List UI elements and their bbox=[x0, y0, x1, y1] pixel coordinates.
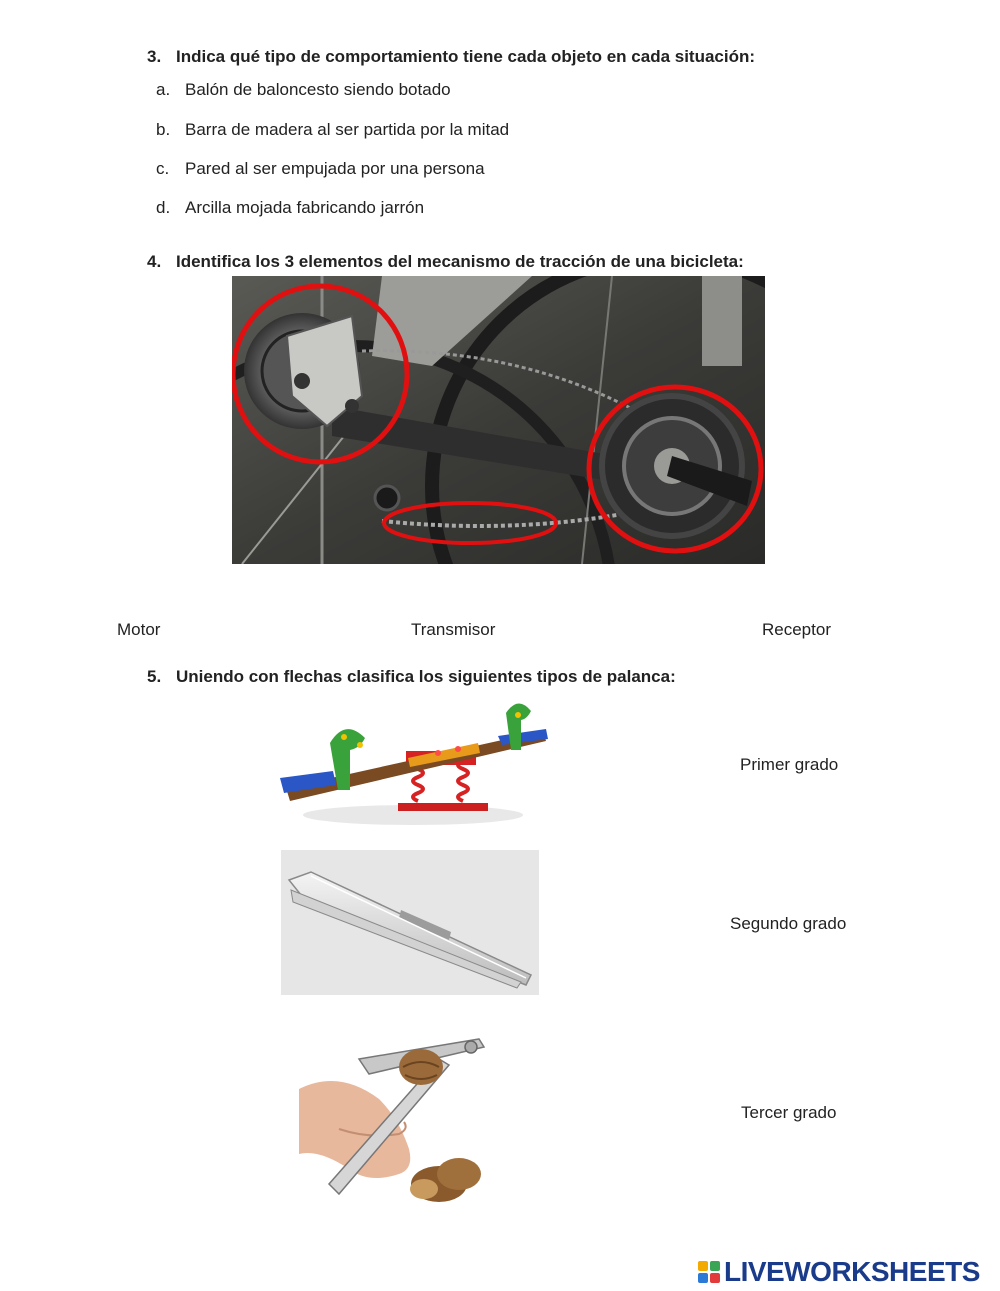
seesaw-illustration bbox=[278, 703, 548, 828]
question-4-title bbox=[147, 252, 744, 272]
question-number: 4. bbox=[147, 252, 162, 271]
q3-item-d bbox=[156, 198, 424, 218]
label-segundo-grado[interactable]: Segundo grado bbox=[730, 914, 847, 933]
item-text: Barra de madera al ser partida por la mitad bbox=[185, 120, 510, 139]
item-letter: c. bbox=[156, 159, 170, 178]
label-tercer-grado[interactable]: Tercer grado bbox=[741, 1103, 837, 1122]
bicycle-drivetrain-illustration bbox=[232, 276, 765, 564]
q3-item-b bbox=[156, 120, 509, 140]
item-letter: a. bbox=[156, 80, 171, 99]
label-primer-grado[interactable]: Primer grado bbox=[740, 755, 839, 774]
logo-text: LIVEWORKSHEETS bbox=[724, 1256, 980, 1287]
item-text: Balón de baloncesto siendo botado bbox=[185, 80, 451, 99]
tweezers-image[interactable] bbox=[281, 850, 539, 995]
item-letter: d. bbox=[156, 198, 171, 217]
question-number: 5. bbox=[147, 667, 162, 686]
label-motor[interactable]: Motor bbox=[117, 620, 161, 639]
question-number: 3. bbox=[147, 47, 162, 66]
label-receptor[interactable]: Receptor bbox=[762, 620, 831, 639]
question-text: Uniendo con flechas clasifica los siguientes tipos de palanca: bbox=[176, 667, 676, 686]
question-5-title bbox=[147, 667, 676, 687]
liveworksheets-logo bbox=[698, 1256, 980, 1288]
logo-mark-icon bbox=[698, 1261, 720, 1283]
nutcracker-illustration bbox=[299, 1019, 491, 1207]
q3-item-a bbox=[156, 80, 451, 100]
item-letter: b. bbox=[156, 120, 171, 139]
bicycle-drivetrain-photo bbox=[232, 276, 765, 564]
question-text: Indica qué tipo de comportamiento tiene cada objeto en cada situación: bbox=[176, 47, 756, 66]
item-text: Pared al ser empujada por una persona bbox=[185, 159, 485, 178]
question-3-title bbox=[147, 47, 755, 67]
seesaw-image[interactable] bbox=[278, 703, 548, 828]
item-text: Arcilla mojada fabricando jarrón bbox=[185, 198, 425, 217]
question-text: Identifica los 3 elementos del mecanismo de tracción de una bicicleta: bbox=[176, 252, 744, 271]
tweezers-illustration bbox=[281, 850, 539, 995]
nutcracker-image[interactable] bbox=[299, 1019, 491, 1207]
label-transmisor[interactable]: Transmisor bbox=[411, 620, 496, 639]
q3-item-c bbox=[156, 159, 485, 179]
